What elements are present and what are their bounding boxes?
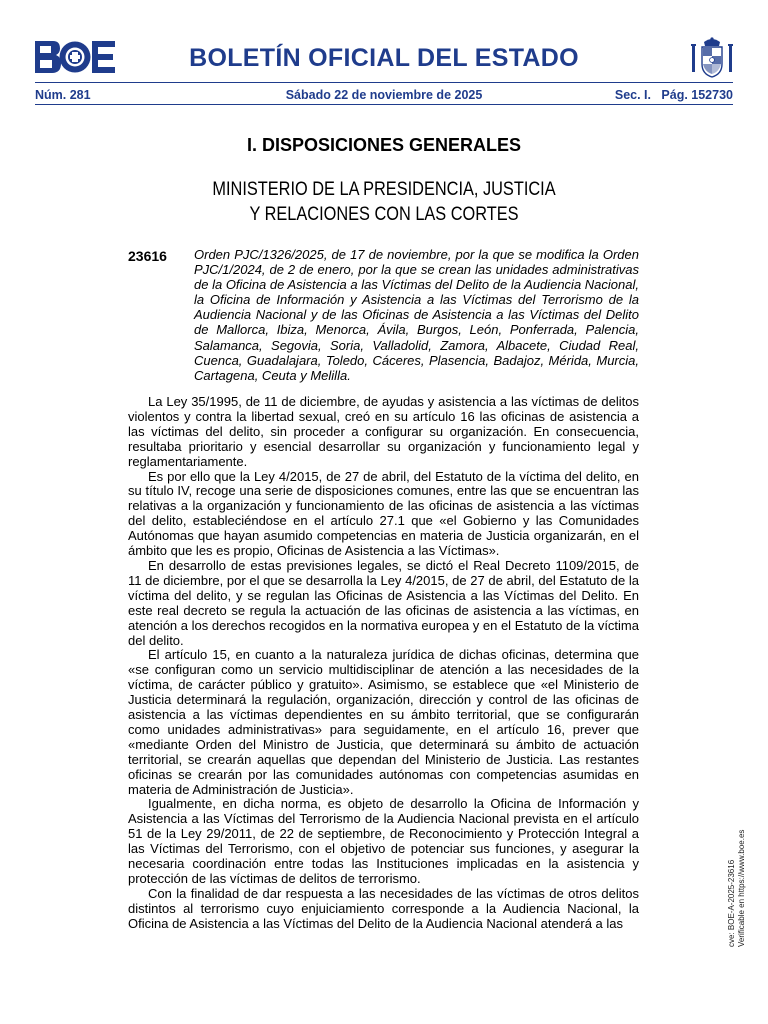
ministry-line-1: MINISTERIO DE LA PRESIDENCIA, JUSTICIA [212,179,556,200]
ministry-heading [166,177,603,227]
body-text [128,395,639,932]
verify-link[interactable]: Verificable en https://www.boe.es [737,829,746,947]
section-heading: I. DISPOSICIONES GENERALES [246,135,522,155]
order-title: Orden PJC/1326/2025, de 17 de noviembre, por la que se modifica la Orden PJC/1/2024, de 2 de enero, por la que se crean las unidades administrativas de la Oficina de Asistencia a las Víctimas del Delito de la Audiencia Nacional, la Oficina de Información y Asistencia a las Víctimas del Terrorismo de la Audiencia Nacional y de las Oficinas de Asistencia a las Víctimas del Delito de Mallorca, Ibiza, Menorca, Ávila, Burgos, León, Ponferrada, Palencia, Salamanca, Segovia, Soria, Valladolid, Zamora, Albacete, Ciudad Real, Cuenca, Guadalajara, Toledo, Cáceres, Plasencia, Badajoz, Mérida, Murcia, Cartagena, Ceuta y Melilla. [194,247,639,383]
header-rule-bottom [35,104,733,105]
issue-date: Sábado 22 de noviembre de 2025 [285,88,483,102]
paragraph: Es por ello que la Ley 4/2015, de 27 de abril, del Estatuto de la víctima del delito, en su título IV, recoge una serie de disposiciones comunes, entre las que se encuentran las relativas a la organización y funcionamiento de las oficinas de asistencia a las víctimas del delito, estableciéndose en el artículo 27.1 que «el Gobierno y las Comunidades Autónomas que hayan asumido competencias en materia de Justicia organizarán, en el ámbito que les es propio, Oficinas de Asistencia a las Víctimas». [128,468,639,559]
issue-bar [35,88,733,102]
paragraph: La Ley 35/1995, de 11 de diciembre, de ayudas y asistencia a las víctimas de delitos violentos y contra la libertad sexual, creó en su artículo 16 las oficinas de asistencia a las víctimas del delito, sin proceder a configurar su organización. En consecuencia, resultaba prioritario y esencial desarrollar su organización y funcionamiento legal y reglamentariamente. [128,394,639,469]
ministry-line-2: Y RELACIONES CON LAS CORTES [249,204,519,225]
boe-logo [35,41,115,73]
coat-of-arms-icon [690,36,734,80]
paragraph: En desarrollo de estas previsiones legales, se dictó el Real Decreto 1109/2015, de 11 de diciembre, por el que se desarrolla la Ley 4/2015, de 27 de abril, del Estatuto de la víctima del delito, y se regulan las Oficinas de Asistencia a las Víctimas del Delito. En este real decreto se regula la actuación de las oficinas de asistencia a las víctimas, en atención a los derechos recogidos en la normativa europea y en el Estatuto de la víctima del delito. [128,557,639,648]
order-reference-number: 23616 [128,248,167,264]
issue-number: Núm. 281 [35,88,91,102]
paragraph: Con la finalidad de dar respuesta a las necesidades de las víctimas de otros delitos distintos al terrorismo cuyo enjuiciamiento corresponde a la Audiencia Nacional, la Oficina de Asistencia a las Víctimas del Delito de la Audiencia Nacional atenderá a las [128,885,639,931]
cve-code: cve: BOE-A-2025-23616 [727,859,736,947]
paragraph: El artículo 15, en cuanto a la naturaleza jurídica de dichas oficinas, determina que «se configuran como un servicio multidisciplinar de atención a las necesidades de la víctima, de carácter público y gratuito». Asimismo, se establece que «el Ministerio de Justicia determinará la regulación, organización, dirección y control de las oficinas de asistencia a las víctimas dependientes en su ámbito territorial, que se configurarán como unidades administrativas» para seguidamente, en el artículo 16, prever que «mediante Orden del Ministro de Justicia, que determinará su ámbito de actuación territorial, se crearán aquellas que dependan del Ministerio de Justicia. Las restantes oficinas se crearán por las comunidades autónomas con competencias asumidas en materia de Administración de Justicia». [128,647,639,797]
paragraph: Igualmente, en dicha norma, es objeto de desarrollo la Oficina de Información y Asistencia a las Víctimas del Terrorismo de la Audiencia Nacional prevista en el artículo 51 de la Ley 29/2011, de 22 de septiembre, de Reconocimiento y Protección Integral a las Víctimas del Terrorismo, con el objetivo de potenciar sus funciones, y asegurar la necesaria coordinación entre todas las Instituciones implicadas en la asistencia y protección de las víctimas de delitos de terrorismo. [128,796,639,886]
header-rule-top [35,82,733,83]
masthead-title: BOLETÍN OFICIAL DEL ESTADO [189,44,579,72]
verification-note [727,747,755,947]
section-page: Sec. I. Pág. 152730 [614,88,733,102]
